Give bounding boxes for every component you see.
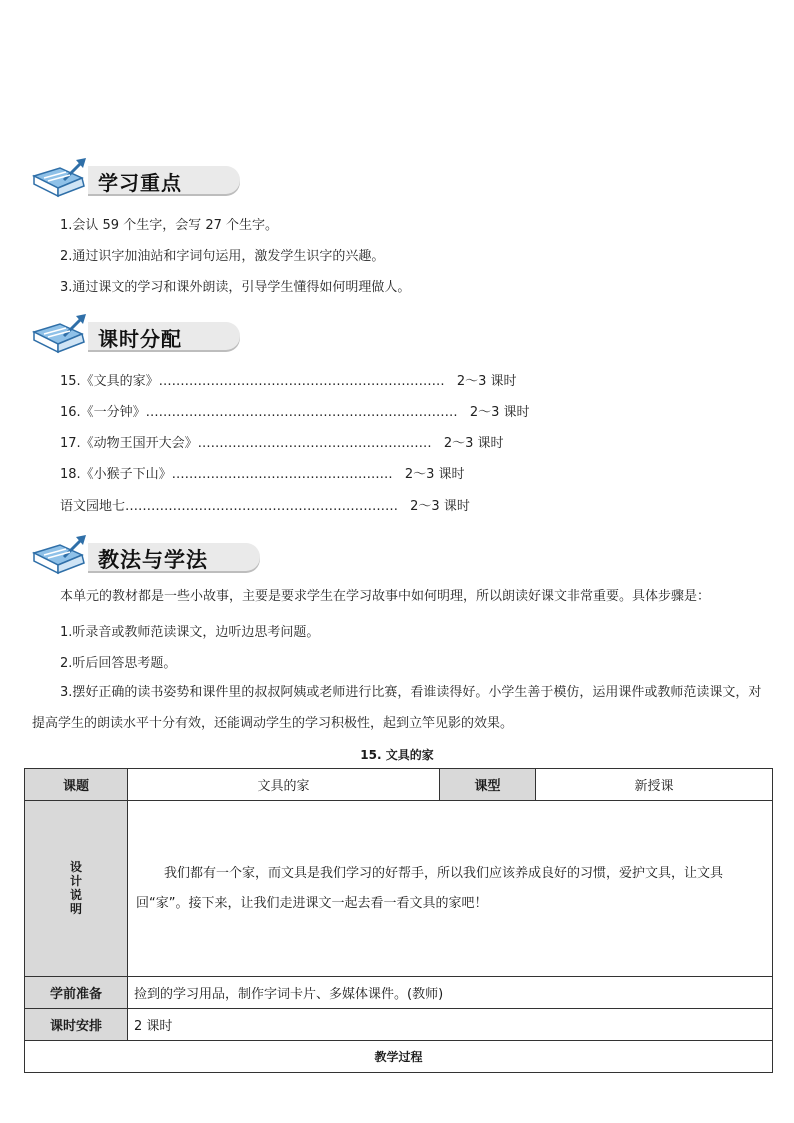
schedule-item-time: 2～3 课时	[404, 467, 465, 482]
design-char: 说	[69, 888, 82, 902]
methods-step-2: 2.听后回答思考题。	[60, 656, 177, 671]
open-book-arrow-icon	[30, 531, 100, 577]
design-text: 我们都有一个家，而文具是我们学习的好帮手，所以我们应该养成良好的习惯，爱护文具，让文具回“家”。接下来，让我们走进课文一起去看一看文具的家吧！	[128, 801, 773, 977]
methods-intro: 本单元的教材都是一些小故事，主要是要求学生在学习故事中如何明理，所以朗读好课文非常重要。具体步骤是：	[60, 589, 711, 604]
hours-label: 课时安排	[25, 1009, 128, 1041]
table-row	[25, 977, 773, 1009]
table-row	[25, 769, 773, 801]
schedule-item-label: 18.《小猴子下山》……………………………………………	[60, 467, 393, 482]
section-banner-methods	[30, 531, 260, 577]
schedule-item-garden	[60, 495, 470, 514]
table-row	[25, 1009, 773, 1041]
schedule-item-time: 2～3 课时	[410, 499, 470, 514]
type-label: 课型	[440, 769, 536, 801]
key-point-1: 1.会认 59 个生字，会写 27 个生字。	[60, 218, 279, 233]
schedule-item-15	[60, 370, 517, 389]
schedule-item-label: 17.《动物王国开大会》………………………………………………	[60, 436, 432, 451]
table-row	[25, 1041, 773, 1073]
methods-step-1: 1.听录音或教师范读课文，边听边思考问题。	[60, 625, 320, 640]
schedule-item-time: 2～3 课时	[443, 436, 504, 451]
design-char: 设	[69, 860, 82, 874]
section-banner-schedule	[30, 310, 240, 356]
design-char: 计	[69, 874, 82, 888]
hours-value: 2 课时	[128, 1009, 773, 1041]
lesson-caption: 15. 文具的家	[360, 748, 434, 762]
schedule-item-label: 15.《文具的家》…………………………………………………………	[60, 374, 445, 389]
process-label: 教学过程	[25, 1041, 773, 1073]
table-row	[25, 801, 773, 977]
schedule-item-time: 2～3 课时	[456, 374, 517, 389]
design-label	[25, 801, 128, 977]
prep-value: 捡到的学习用品，制作字词卡片、多媒体课件。(教师)	[128, 977, 773, 1009]
section-title: 教法与学法	[98, 548, 208, 572]
schedule-item-label: 16.《一分钟》………………………………………………………………	[60, 405, 458, 420]
topic-label: 课题	[25, 769, 128, 801]
key-point-2: 2.通过识字加油站和字词句运用，激发学生识字的兴趣。	[60, 249, 385, 264]
schedule-item-17	[60, 432, 504, 451]
methods-step-3: 3.摆好正确的读书姿势和课件里的叔叔阿姨或老师进行比赛，看谁读得好。小学生善于模仿，运用课件或教师范读课文，对提高学生的朗读水平十分有效，还能调动学生的学习积极性，起到立竿见影的效果。	[32, 685, 762, 731]
schedule-item-label: 语文园地七………………………………………………………	[60, 499, 399, 514]
schedule-item-18	[60, 463, 465, 482]
lesson-plan-table	[24, 768, 773, 1073]
prep-label: 学前准备	[25, 977, 128, 1009]
section-title: 课时分配	[98, 327, 182, 351]
schedule-item-time: 2～3 课时	[469, 405, 530, 420]
design-label-chars	[69, 860, 83, 916]
type-value: 新授课	[536, 769, 773, 801]
schedule-item-16	[60, 401, 530, 420]
open-book-arrow-icon	[30, 310, 100, 356]
section-banner-key-points	[30, 154, 240, 200]
topic-value: 文具的家	[128, 769, 440, 801]
design-char: 明	[69, 902, 82, 916]
open-book-arrow-icon	[30, 154, 100, 200]
key-point-3: 3.通过课文的学习和课外朗读，引导学生懂得如何明理做人。	[60, 280, 411, 295]
section-title: 学习重点	[98, 171, 182, 195]
